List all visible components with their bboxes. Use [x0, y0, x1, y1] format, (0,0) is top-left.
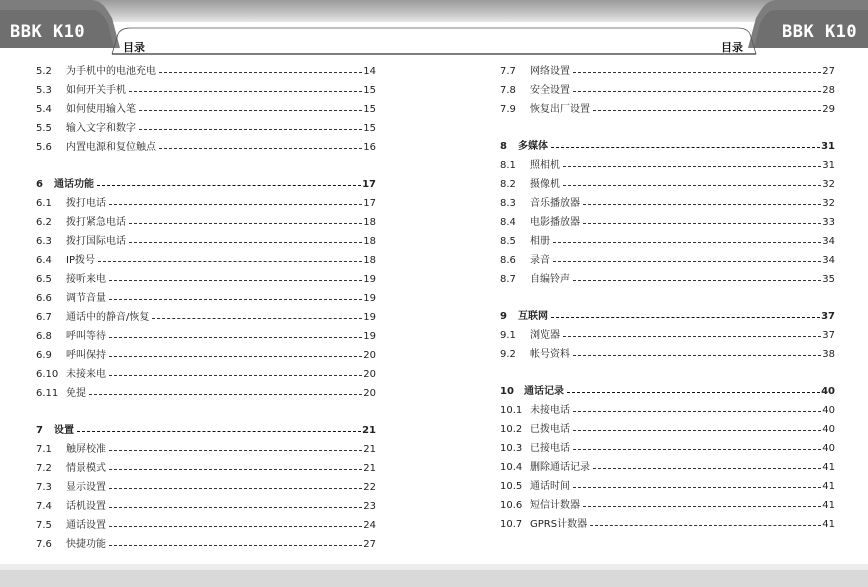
toc-row [500, 347, 835, 363]
toc-row [36, 83, 376, 99]
toc-leader-dashes [129, 242, 362, 243]
toc-number: 5.4 [36, 104, 52, 115]
toc-number: 7.1 [36, 444, 52, 455]
toc-leader-dashes [583, 204, 821, 205]
toc-page-number: 33 [822, 217, 835, 228]
toc-row [500, 441, 835, 457]
toc-leader-dashes [109, 299, 362, 300]
toc-leader-dashes [139, 110, 362, 111]
toc-row [36, 272, 376, 288]
toc-page-number: 41 [822, 500, 835, 511]
toc-row [500, 479, 835, 495]
brand-right: BBK K10 [782, 22, 858, 42]
toc-title: 内置电源和复位触点 [66, 142, 156, 153]
toc-row [36, 234, 376, 250]
toc-number: 10.4 [500, 462, 523, 473]
toc-title: 摄像机 [530, 179, 560, 190]
toc-title: 通话中的静音/恢复 [66, 312, 150, 323]
toc-chapter-row [36, 177, 376, 193]
toc-row [500, 253, 835, 269]
toc-number: 5.5 [36, 123, 52, 134]
toc-title: 为手机中的电池充电 [66, 66, 156, 77]
toc-number: 10.7 [500, 519, 523, 530]
toc-row [36, 348, 376, 364]
toc-number: 6.11 [36, 388, 59, 399]
toc-title: 拨打电话 [66, 198, 106, 209]
toc-title: 安全设置 [530, 85, 570, 96]
toc-row [500, 517, 835, 533]
toc-page-number: 28 [822, 85, 835, 96]
toc-leader-dashes [590, 525, 821, 526]
toc-title: 通话记录 [524, 386, 564, 397]
toc-leader-dashes [97, 185, 361, 186]
toc-page-number: 21 [363, 444, 376, 455]
toc-page-number: 19 [363, 312, 376, 323]
toc-number: 8.7 [500, 274, 516, 285]
toc-page-number: 34 [822, 255, 835, 266]
toc-page-number: 40 [822, 443, 835, 454]
brand-left: BBK K10 [10, 22, 86, 42]
toc-leader-dashes [109, 375, 362, 376]
toc-title: 音乐播放器 [530, 198, 580, 209]
toc-page-number: 19 [363, 331, 376, 342]
toc-title: 输入文字和数字 [66, 123, 136, 134]
toc-title: 照相机 [530, 160, 560, 171]
toc-page-number: 38 [822, 349, 835, 360]
toc-title: 互联网 [518, 311, 548, 322]
toc-page-number: 41 [822, 462, 835, 473]
toc-leader-dashes [129, 223, 362, 224]
toc-number: 6.8 [36, 331, 52, 342]
toc-leader-dashes [573, 449, 821, 450]
toc-page-number: 19 [363, 274, 376, 285]
toc-title: GPRS计数器 [530, 519, 588, 530]
toc-leader-dashes [89, 394, 362, 395]
toc-number: 6.9 [36, 350, 52, 361]
toc-number: 7.8 [500, 85, 516, 96]
toc-number: 7.5 [36, 520, 52, 531]
toc-row [500, 234, 835, 250]
toc-row [500, 177, 835, 193]
toc-leader-dashes [159, 72, 362, 73]
toc-leader-dashes [573, 487, 821, 488]
toc-row [36, 291, 376, 307]
toc-row [36, 442, 376, 458]
toc-row [36, 518, 376, 534]
toc-title: 自编铃声 [530, 274, 570, 285]
toc-page-number: 27 [822, 66, 835, 77]
toc-row [36, 461, 376, 477]
toc-row [500, 272, 835, 288]
toc-title: 多媒体 [518, 141, 548, 152]
toc-page-number: 29 [822, 104, 835, 115]
toc-page-number: 37 [821, 311, 835, 322]
toc-row [36, 140, 376, 156]
toc-row [36, 215, 376, 231]
toc-leader-dashes [139, 129, 362, 130]
toc-number: 8.1 [500, 160, 516, 171]
toc-number: 6.4 [36, 255, 52, 266]
toc-chapter-row [500, 384, 835, 400]
toc-page-number: 14 [363, 66, 376, 77]
toc-number: 10.2 [500, 424, 523, 435]
toc-number: 5.2 [36, 66, 52, 77]
toc-page-number: 32 [822, 198, 835, 209]
toc-title: 快捷功能 [66, 539, 106, 550]
toc-leader-dashes [109, 356, 362, 357]
toc-number: 5.3 [36, 85, 52, 96]
toc-number: 7 [36, 425, 43, 436]
toc-page-number: 31 [821, 141, 835, 152]
toc-title: 已拨电话 [530, 424, 570, 435]
toc-page-number: 18 [363, 236, 376, 247]
toc-title: 恢复出厂设置 [530, 104, 590, 115]
toc-leader-dashes [159, 148, 362, 149]
toc-page-number: 17 [363, 198, 376, 209]
toc-title: IP拨号 [66, 255, 95, 266]
toc-title: 显示设置 [66, 482, 106, 493]
toc-leader-dashes [573, 355, 821, 356]
toc-page-number: 35 [822, 274, 835, 285]
toc-title: 拨打国际电话 [66, 236, 126, 247]
toc-chapter-row [500, 139, 835, 155]
toc-leader-dashes [109, 204, 362, 205]
toc-page-number: 15 [363, 104, 376, 115]
toc-title: 情景模式 [66, 463, 106, 474]
toc-page-number: 19 [363, 293, 376, 304]
toc-row [500, 215, 835, 231]
toc-leader-dashes [551, 147, 820, 148]
toc-leader-dashes [109, 469, 362, 470]
toc-title: 通话时间 [530, 481, 570, 492]
toc-title: 设置 [54, 425, 74, 436]
toc-leader-dashes [109, 280, 362, 281]
toc-leader-dashes [109, 450, 362, 451]
toc-title: 浏览器 [530, 330, 560, 341]
toc-title: 未接来电 [66, 369, 106, 380]
toc-title: 未接电话 [530, 405, 570, 416]
toc-leader-dashes [109, 545, 362, 546]
toc-row [500, 102, 835, 118]
toc-number: 7.2 [36, 463, 52, 474]
toc-number: 7.6 [36, 539, 52, 550]
toc-leader-dashes [583, 506, 821, 507]
toc-title: 调节音量 [66, 293, 106, 304]
toc-leader-dashes [152, 318, 362, 319]
toc-leader-dashes [109, 337, 362, 338]
toc-page-number: 40 [822, 424, 835, 435]
toc-row [36, 310, 376, 326]
toc-leader-dashes [553, 261, 821, 262]
toc-page-number: 27 [363, 539, 376, 550]
toc-row [36, 121, 376, 137]
toc-number: 9.1 [500, 330, 516, 341]
toc-title: 删除通话记录 [530, 462, 590, 473]
toc-chapter-row [36, 423, 376, 439]
toc-row [36, 480, 376, 496]
toc-page-number: 16 [363, 142, 376, 153]
toc-number: 7.9 [500, 104, 516, 115]
toc-leader-dashes [573, 91, 821, 92]
toc-row [36, 329, 376, 345]
toc-row [36, 64, 376, 80]
toc-number: 8.3 [500, 198, 516, 209]
toc-leader-dashes [563, 185, 821, 186]
toc-page-number: 34 [822, 236, 835, 247]
toc-leader-dashes [583, 223, 821, 224]
toc-row [500, 403, 835, 419]
toc-title: 呼叫等待 [66, 331, 106, 342]
toc-title: 呼叫保持 [66, 350, 106, 361]
toc-page-number: 15 [363, 85, 376, 96]
toc-title: 接听来电 [66, 274, 106, 285]
toc-page-number: 31 [822, 160, 835, 171]
toc-page-number: 18 [363, 217, 376, 228]
toc-row [36, 499, 376, 515]
toc-page-number: 20 [363, 388, 376, 399]
toc-title: 帐号资料 [530, 349, 570, 360]
toc-leader-dashes [129, 91, 362, 92]
toc-page-number: 20 [363, 350, 376, 361]
toc-title: 触屏校准 [66, 444, 106, 455]
toc-row [36, 367, 376, 383]
toc-row [36, 537, 376, 553]
toc-row [500, 328, 835, 344]
toc-leader-dashes [593, 468, 821, 469]
toc-number: 9 [500, 311, 507, 322]
toc-page-number: 40 [821, 386, 835, 397]
toc-leader-dashes [551, 317, 820, 318]
toc-number: 10.5 [500, 481, 523, 492]
toc-leader-dashes [593, 110, 821, 111]
toc-page-number: 37 [822, 330, 835, 341]
toc-leader-dashes [573, 280, 821, 281]
toc-title: 通话设置 [66, 520, 106, 531]
toc-page-number: 23 [363, 501, 376, 512]
toc-leader-dashes [573, 72, 821, 73]
toc-title: 通话功能 [54, 179, 94, 190]
toc-page-number: 15 [363, 123, 376, 134]
toc-number: 6.1 [36, 198, 52, 209]
toc-row [500, 422, 835, 438]
toc-number: 8.6 [500, 255, 516, 266]
toc-row [500, 498, 835, 514]
toc-title: 电影播放器 [530, 217, 580, 228]
toc-leader-dashes [98, 261, 362, 262]
toc-number: 6.6 [36, 293, 52, 304]
toc-leader-dashes [109, 526, 362, 527]
toc-title: 已接电话 [530, 443, 570, 454]
toc-row [500, 158, 835, 174]
toc-title: 短信计数器 [530, 500, 580, 511]
toc-leader-dashes [553, 242, 821, 243]
toc-leader-dashes [563, 166, 821, 167]
toc-row [36, 386, 376, 402]
toc-row [36, 102, 376, 118]
toc-number: 7.3 [36, 482, 52, 493]
toc-leader-dashes [563, 336, 821, 337]
toc-row [500, 196, 835, 212]
toc-leader-dashes [573, 430, 821, 431]
toc-number: 10 [500, 386, 514, 397]
toc-leader-dashes [109, 507, 362, 508]
toc-row [500, 460, 835, 476]
toc-leader-dashes [77, 431, 361, 432]
toc-title: 话机设置 [66, 501, 106, 512]
toc-page-number: 41 [822, 481, 835, 492]
toc-page-number: 32 [822, 179, 835, 190]
toc-title: 录音 [530, 255, 550, 266]
toc-page-number: 40 [822, 405, 835, 416]
toc-number: 7.4 [36, 501, 52, 512]
toc-page-number: 20 [363, 369, 376, 380]
toc-page-number: 41 [822, 519, 835, 530]
toc-row [36, 196, 376, 212]
toc-page-number: 21 [363, 463, 376, 474]
toc-title: 如何开关手机 [66, 85, 126, 96]
toc-number: 10.6 [500, 500, 523, 511]
toc-number: 9.2 [500, 349, 516, 360]
toc-page-number: 18 [363, 255, 376, 266]
toc-title: 免提 [66, 388, 86, 399]
toc-number: 6.7 [36, 312, 52, 323]
toc-number: 7.7 [500, 66, 516, 77]
toc-chapter-row [500, 309, 835, 325]
toc-title: 如何使用输入笔 [66, 104, 136, 115]
toc-row [500, 83, 835, 99]
toc-page-number: 24 [363, 520, 376, 531]
toc-number: 6.3 [36, 236, 52, 247]
toc-number: 10.3 [500, 443, 523, 454]
toc-leader-dashes [573, 411, 821, 412]
page-title-left: 目录 [123, 41, 145, 54]
toc-number: 5.6 [36, 142, 52, 153]
toc-row [500, 64, 835, 80]
toc-number: 6.2 [36, 217, 52, 228]
toc-page-number: 21 [362, 425, 376, 436]
toc-row [36, 253, 376, 269]
toc-number: 8.5 [500, 236, 516, 247]
toc-leader-dashes [109, 488, 362, 489]
toc-leader-dashes [567, 392, 820, 393]
toc-number: 8.2 [500, 179, 516, 190]
toc-number: 6.10 [36, 369, 59, 380]
toc-page-number: 22 [363, 482, 376, 493]
toc-title: 网络设置 [530, 66, 570, 77]
page-title-right: 目录 [721, 41, 743, 54]
toc-title: 相册 [530, 236, 550, 247]
toc-number: 8 [500, 141, 507, 152]
toc-title: 拨打紧急电话 [66, 217, 126, 228]
toc-page-number: 17 [362, 179, 376, 190]
toc-number: 6.5 [36, 274, 52, 285]
toc-number: 8.4 [500, 217, 516, 228]
toc-number: 10.1 [500, 405, 523, 416]
toc-number: 6 [36, 179, 43, 190]
